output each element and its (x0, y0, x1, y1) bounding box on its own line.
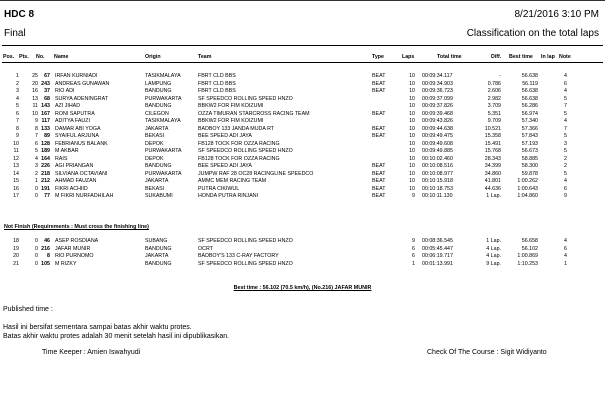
cell-inlap: 1 (564, 260, 567, 267)
cell-inlap: 2 (564, 163, 567, 169)
event-title: HDC 8 (4, 9, 35, 20)
col-laps: Laps (402, 54, 415, 60)
cell-pos: 16 (13, 185, 19, 192)
provisional-note: Hasil ini bersifat sementara sampai batas akhir waktu protes. (3, 324, 192, 331)
cell-diff: 4 Lap. (486, 253, 501, 259)
cell-total: 00:10:08.516 (422, 163, 453, 169)
cell-inlap: 4 (564, 88, 567, 94)
cell-best: 56.638 (521, 95, 538, 102)
cell-name: AGI PRIANGAN (55, 163, 94, 169)
cell-no: 128 (41, 140, 50, 147)
cell-laps: 9 (412, 193, 415, 199)
cell-origin: SUKABUMI (145, 193, 173, 199)
result-row (0, 133, 605, 140)
cell-name: RIO ADI (55, 88, 75, 94)
cell-laps: 10 (409, 73, 415, 79)
result-row (0, 103, 605, 110)
cell-name: SURYA ADENINGRAT (55, 95, 108, 102)
cell-best: 58.885 (521, 155, 538, 162)
cell-diff: - (499, 73, 501, 79)
cell-best: 56.638 (521, 73, 538, 79)
cell-total: 00:01:13.991 (422, 260, 453, 267)
cell-total: 00:10:08.977 (422, 170, 453, 177)
cell-name: SYAIFUL ARJUNA (55, 133, 99, 139)
cell-pos: 6 (16, 110, 19, 117)
cell-no: 226 (41, 163, 50, 169)
cell-best: 57.843 (521, 133, 538, 139)
result-row (0, 171, 605, 178)
cell-team: JUMPW RAF 28 OC28 RACINGLINE SPEEDCO (198, 170, 314, 177)
cell-origin: DEPOK (145, 155, 164, 162)
result-row (0, 163, 605, 170)
col-origin: Origin (145, 54, 161, 60)
cell-diff: 44.636 (484, 185, 501, 192)
protest-deadline-note: Batas akhir waktu protes adalah 30 menit setelah hasil ini dipublikasikan. (3, 333, 230, 340)
result-row (0, 81, 605, 88)
cell-total: 00:09:43.826 (422, 118, 453, 124)
cell-no: 167 (41, 110, 50, 117)
cell-pts: 0 (35, 260, 38, 267)
cell-inlap: 7 (564, 125, 567, 132)
cell-diff: 2.982 (487, 95, 501, 102)
cell-origin: TASIKMALAYA (145, 73, 181, 79)
cell-laps: 10 (409, 155, 415, 162)
cell-no: 8 (47, 253, 50, 259)
cell-team: BEE SPEED ADI JAYA (198, 163, 252, 169)
cell-team: SF SPEEDCO ROLLING SPEED HNZO (198, 260, 293, 267)
course-checker: Check Of The Course : Sigit Widiyanto (427, 349, 547, 356)
cell-laps: 6 (412, 245, 415, 252)
cell-pos: 14 (13, 170, 19, 177)
cell-total: 00:09:34.903 (422, 80, 453, 87)
result-row (0, 88, 605, 95)
cell-diff: 28.343 (484, 155, 501, 162)
cell-diff: 2.606 (487, 88, 501, 94)
cell-laps: 10 (409, 140, 415, 147)
cell-total: 00:06:19.717 (422, 253, 453, 259)
cell-pts: 11 (32, 103, 38, 109)
cell-pts: 16 (32, 88, 38, 94)
cell-name: M FIKRI NURFADHILAH (55, 193, 114, 199)
not-finish-row (0, 238, 605, 245)
result-row (0, 148, 605, 155)
cell-total: 00:08:36.545 (422, 238, 453, 244)
time-keeper: Time Keeper : Amien Iswahyudi (42, 349, 141, 356)
cell-total: 00:10:11.130 (422, 193, 453, 199)
cell-inlap: 9 (564, 193, 567, 199)
cell-origin: DEPOK (145, 140, 164, 147)
cell-best: 56.286 (521, 103, 538, 109)
cell-best: 58.300 (521, 163, 538, 169)
cell-inlap: 5 (564, 133, 567, 139)
cell-pos: 9 (16, 133, 19, 139)
cell-pts: 9 (35, 118, 38, 124)
cell-total: 00:09:34.117 (422, 73, 453, 79)
cell-pts: 0 (35, 193, 38, 199)
header-bottom-rule (2, 62, 603, 63)
cell-diff: 9 Lap. (486, 260, 501, 267)
cell-laps: 10 (409, 125, 415, 132)
cell-diff: 0.786 (487, 80, 501, 87)
cell-inlap: 4 (564, 73, 567, 79)
cell-pos: 7 (16, 118, 19, 124)
cell-laps: 10 (409, 185, 415, 192)
cell-origin: BANDUNG (145, 163, 172, 169)
cell-type: BEAT (372, 110, 386, 117)
cell-type: BEAT (372, 80, 386, 87)
cell-pts: 4 (35, 155, 38, 162)
cell-best: 57.366 (521, 125, 538, 132)
cell-origin: BANDUNG (145, 260, 172, 267)
cell-no: 46 (44, 238, 50, 244)
cell-best: 56.673 (521, 148, 538, 154)
cell-no: 164 (41, 155, 50, 162)
cell-name: DAMAR ABI YOGA (55, 125, 101, 132)
cell-diff: 10.521 (484, 125, 501, 132)
cell-inlap: 4 (564, 253, 567, 259)
cell-no: 216 (41, 245, 50, 252)
cell-pos: 5 (16, 103, 19, 109)
cell-name: M RIZKY (55, 260, 77, 267)
cell-team: FBRT CLD BBS (198, 73, 236, 79)
cell-name: ANDREAS GUNAWAN (55, 80, 110, 87)
cell-name: IRFAN KURNIADI (55, 73, 98, 79)
cell-name: ADITYA FAUZI (55, 118, 90, 124)
cell-pts: 25 (32, 73, 38, 79)
cell-team: FB128 TOCK FOR OZZA RACING (198, 155, 280, 162)
cell-best: 1:00.643 (517, 185, 538, 192)
cell-team: SF SPEEDCO ROLLING SPEED HNZO (198, 95, 293, 102)
top-border (0, 0, 605, 1)
cell-best: 56.638 (521, 88, 538, 94)
not-finish-row (0, 261, 605, 268)
cell-pts: 7 (35, 133, 38, 139)
cell-pts: 2 (35, 170, 38, 177)
cell-team: PUTRA CIKIWUL (198, 185, 240, 192)
cell-pos: 2 (16, 80, 19, 87)
cell-diff: 3.709 (487, 103, 501, 109)
cell-no: 105 (41, 260, 50, 267)
cell-origin: LAMPUNG (145, 80, 172, 87)
published-time: Published time : (3, 306, 53, 313)
col-pos: Pos. (3, 54, 15, 60)
cell-origin: CILEGON (145, 110, 169, 117)
cell-laps: 10 (409, 88, 415, 94)
cell-laps: 10 (409, 110, 415, 117)
cell-total: 00:09:49.608 (422, 140, 453, 147)
cell-inlap: 4 (564, 178, 567, 184)
cell-no: 191 (41, 185, 50, 192)
cell-best: 57.340 (521, 118, 538, 124)
cell-pos: 4 (16, 95, 19, 102)
cell-diff: 5.351 (487, 110, 501, 117)
col-in-lap: In lap (541, 54, 555, 60)
cell-laps: 10 (409, 95, 415, 102)
cell-inlap: 6 (564, 245, 567, 252)
cell-origin: PURWAKARTA (145, 148, 182, 154)
cell-inlap: 5 (564, 148, 567, 154)
session-name: Final (4, 28, 26, 39)
cell-laps: 10 (409, 80, 415, 87)
cell-diff: 15.491 (484, 140, 501, 147)
cell-inlap: 2 (564, 155, 567, 162)
cell-inlap: 5 (564, 170, 567, 177)
cell-pos: 10 (13, 140, 19, 147)
cell-type: BEAT (372, 170, 386, 177)
cell-total: 00:09:36.723 (422, 88, 453, 94)
cell-name: AHMAD FAUZAN (55, 178, 97, 184)
result-row (0, 111, 605, 118)
cell-inlap: 5 (564, 110, 567, 117)
cell-best: 56.102 (521, 245, 538, 252)
col-team: Team (198, 54, 212, 60)
result-row (0, 156, 605, 163)
cell-no: 218 (41, 170, 50, 177)
cell-laps: 10 (409, 170, 415, 177)
col-diff: Diff. (491, 54, 502, 60)
cell-pos: 18 (13, 238, 19, 244)
not-finish-row (0, 246, 605, 253)
cell-type: BEAT (372, 88, 386, 94)
cell-name: FEBRIANUS BALANK (55, 140, 108, 147)
col-note: Note (559, 54, 571, 60)
cell-pos: 11 (13, 148, 19, 154)
column-header-row (0, 54, 605, 61)
cell-total: 00:09:39.468 (422, 110, 453, 117)
cell-type: BEAT (372, 125, 386, 132)
cell-origin: PURWAKARTA (145, 170, 182, 177)
cell-total: 00:09:37.099 (422, 95, 453, 102)
best-time-summary: Best time : 56.102 (70.5 km/h), (No.216) JAFAR MUNIR (233, 285, 372, 291)
cell-origin: BANDUNG (145, 245, 172, 252)
result-row (0, 118, 605, 125)
not-finish-heading: Not Finish (Requirements : Must cross the finishing line) (4, 224, 149, 230)
cell-pts: 5 (35, 148, 38, 154)
cell-laps: 10 (409, 178, 415, 184)
col-pts: Pts. (19, 54, 29, 60)
cell-diff: 4 Lap. (486, 245, 501, 252)
cell-pos: 12 (13, 155, 19, 162)
cell-pts: 6 (35, 140, 38, 147)
cell-total: 00:10:02.460 (422, 155, 453, 162)
cell-name: RAIS (55, 155, 68, 162)
cell-diff: 41.801 (484, 178, 501, 184)
cell-name: ASEP ROSDIANA (55, 238, 99, 244)
cell-pts: 0 (35, 245, 38, 252)
cell-no: 243 (41, 80, 50, 87)
cell-best: 1:00.262 (517, 178, 538, 184)
cell-team: BBKW2 FOR FIM KOIZUMI (198, 103, 264, 109)
cell-origin: BEKASI (145, 133, 165, 139)
report-datetime: 8/21/2016 3:10 PM (514, 9, 599, 20)
cell-no: 212 (41, 178, 50, 184)
cell-total: 00:05:45.447 (422, 245, 453, 252)
cell-laps: 10 (409, 133, 415, 139)
cell-origin: JAKARTA (145, 125, 169, 132)
cell-inlap: 3 (564, 140, 567, 147)
col-no: No. (36, 54, 45, 60)
cell-inlap: 6 (564, 185, 567, 192)
cell-name: AZI JIHAD (55, 103, 81, 109)
cell-inlap: 5 (564, 95, 567, 102)
cell-pts: 1 (35, 178, 38, 184)
cell-origin: JAKARTA (145, 253, 169, 259)
cell-pts: 13 (32, 95, 38, 102)
cell-diff: 1 Lap. (486, 193, 501, 199)
cell-pos: 1 (16, 73, 19, 79)
cell-best: 1:04.860 (517, 193, 538, 199)
cell-pos: 21 (13, 260, 19, 267)
result-row (0, 73, 605, 80)
cell-diff: 15.358 (484, 133, 501, 139)
cell-best: 56.974 (521, 110, 538, 117)
col-type: Type (372, 54, 384, 60)
cell-name: FIKRI ACHIID (55, 185, 88, 192)
cell-pts: 3 (35, 163, 38, 169)
cell-team: FB128 TOCK FOR OZZA RACING (198, 140, 280, 147)
cell-origin: BANDUNG (145, 103, 172, 109)
cell-laps: 10 (409, 148, 415, 154)
col-name: Name (54, 54, 69, 60)
cell-inlap: 4 (564, 118, 567, 124)
cell-no: 189 (41, 148, 50, 154)
cell-laps: 10 (409, 163, 415, 169)
cell-team: BEE SPEED ADI JAYA (198, 133, 252, 139)
cell-team: BADBOY 133 JANDA MUDA RT (198, 125, 275, 132)
cell-laps: 9 (412, 238, 415, 244)
result-row (0, 96, 605, 103)
cell-pos: 13 (13, 163, 19, 169)
result-row (0, 126, 605, 133)
cell-best: 56.658 (521, 238, 538, 244)
cell-origin: JAKARTA (145, 178, 169, 184)
cell-no: 117 (41, 118, 50, 124)
cell-pos: 19 (13, 245, 19, 252)
cell-no: 37 (44, 88, 50, 94)
cell-type: BEAT (372, 133, 386, 139)
cell-total: 00:09:44.638 (422, 125, 453, 132)
cell-team: OCRT (198, 245, 213, 252)
cell-diff: 34.860 (484, 170, 501, 177)
cell-no: 89 (44, 133, 50, 139)
cell-team: FBRT CLD BBS (198, 88, 236, 94)
header-top-rule (2, 45, 603, 46)
cell-origin: BANDUNG (145, 88, 172, 94)
classification-title: Classification on the total laps (466, 28, 599, 39)
cell-total: 00:09:37.826 (422, 103, 453, 109)
cell-pts: 0 (35, 185, 38, 192)
result-row (0, 178, 605, 185)
cell-origin: PURWAKARTA (145, 95, 182, 102)
cell-inlap: 4 (564, 238, 567, 244)
cell-origin: BEKASI (145, 185, 165, 192)
cell-pts: 10 (32, 110, 38, 117)
cell-no: 67 (44, 73, 50, 79)
cell-team: SF SPEEDCO ROLLING SPEED HNZO (198, 148, 293, 154)
cell-no: 133 (41, 125, 50, 132)
cell-pos: 20 (13, 253, 19, 259)
cell-no: 143 (41, 103, 50, 109)
cell-origin: TASIKMALAYA (145, 118, 181, 124)
col-total-time: Total time (437, 54, 462, 60)
cell-no: 77 (44, 193, 50, 199)
cell-total: 00:10:15.918 (422, 178, 453, 184)
cell-best: 1:10.253 (517, 260, 538, 267)
cell-diff: 34.399 (484, 163, 501, 169)
cell-laps: 6 (412, 253, 415, 259)
not-finish-row (0, 253, 605, 260)
cell-total: 00:10:18.753 (422, 185, 453, 192)
cell-pos: 3 (16, 88, 19, 94)
cell-origin: SUBANG (145, 238, 168, 244)
cell-pts: 0 (35, 238, 38, 244)
cell-type: BEAT (372, 193, 386, 199)
cell-pos: 8 (16, 125, 19, 132)
result-row (0, 193, 605, 200)
cell-laps: 10 (409, 103, 415, 109)
cell-pts: 20 (32, 80, 38, 87)
cell-team: BADBOY'S 133 C-RAY FACTORY (198, 253, 279, 259)
cell-team: HONDA PUTRA RINJANI (198, 193, 259, 199)
result-row (0, 141, 605, 148)
cell-name: M AKBAR (55, 148, 79, 154)
cell-team: FBRT CLD BBS (198, 80, 236, 87)
cell-team: SF SPEEDCO ROLLING SPEED HNZO (198, 238, 293, 244)
cell-type: BEAT (372, 185, 386, 192)
cell-inlap: 7 (564, 103, 567, 109)
cell-pts: 8 (35, 125, 38, 132)
cell-inlap: 6 (564, 80, 567, 87)
cell-type: BEAT (372, 73, 386, 79)
cell-name: RONI SAPUTRA (55, 110, 95, 117)
cell-team: OZZA TIMURAN STARCROSS RACING TEAM (198, 110, 310, 117)
result-row (0, 186, 605, 193)
cell-diff: 15.768 (484, 148, 501, 154)
cell-pos: 15 (13, 178, 19, 184)
cell-best: 1:00.869 (517, 253, 538, 259)
cell-total: 00:09:49.885 (422, 148, 453, 154)
cell-pts: 0 (35, 253, 38, 259)
cell-name: SILVIANA OCTAVIANI (55, 170, 108, 177)
col-best-time: Best time (509, 54, 533, 60)
cell-total: 00:09:49.475 (422, 133, 453, 139)
cell-no: 68 (44, 95, 50, 102)
cell-name: JAFAR MUNIR (55, 245, 91, 252)
cell-diff: 1 Lap. (486, 238, 501, 244)
cell-type: BEAT (372, 178, 386, 184)
cell-best: 57.193 (521, 140, 538, 147)
cell-name: RIO PURNOMO (55, 253, 94, 259)
cell-diff: 9.709 (487, 118, 501, 124)
cell-type: BEAT (372, 163, 386, 169)
cell-laps: 1 (412, 260, 415, 267)
cell-team: AMMC MEM RACING TEAM (198, 178, 267, 184)
cell-best: 59.878 (521, 170, 538, 177)
cell-best: 56.119 (522, 80, 538, 87)
cell-laps: 10 (409, 118, 415, 124)
cell-pos: 17 (13, 193, 19, 199)
cell-team: BBKW2 FOR FIM KOIZUMI (198, 118, 264, 124)
